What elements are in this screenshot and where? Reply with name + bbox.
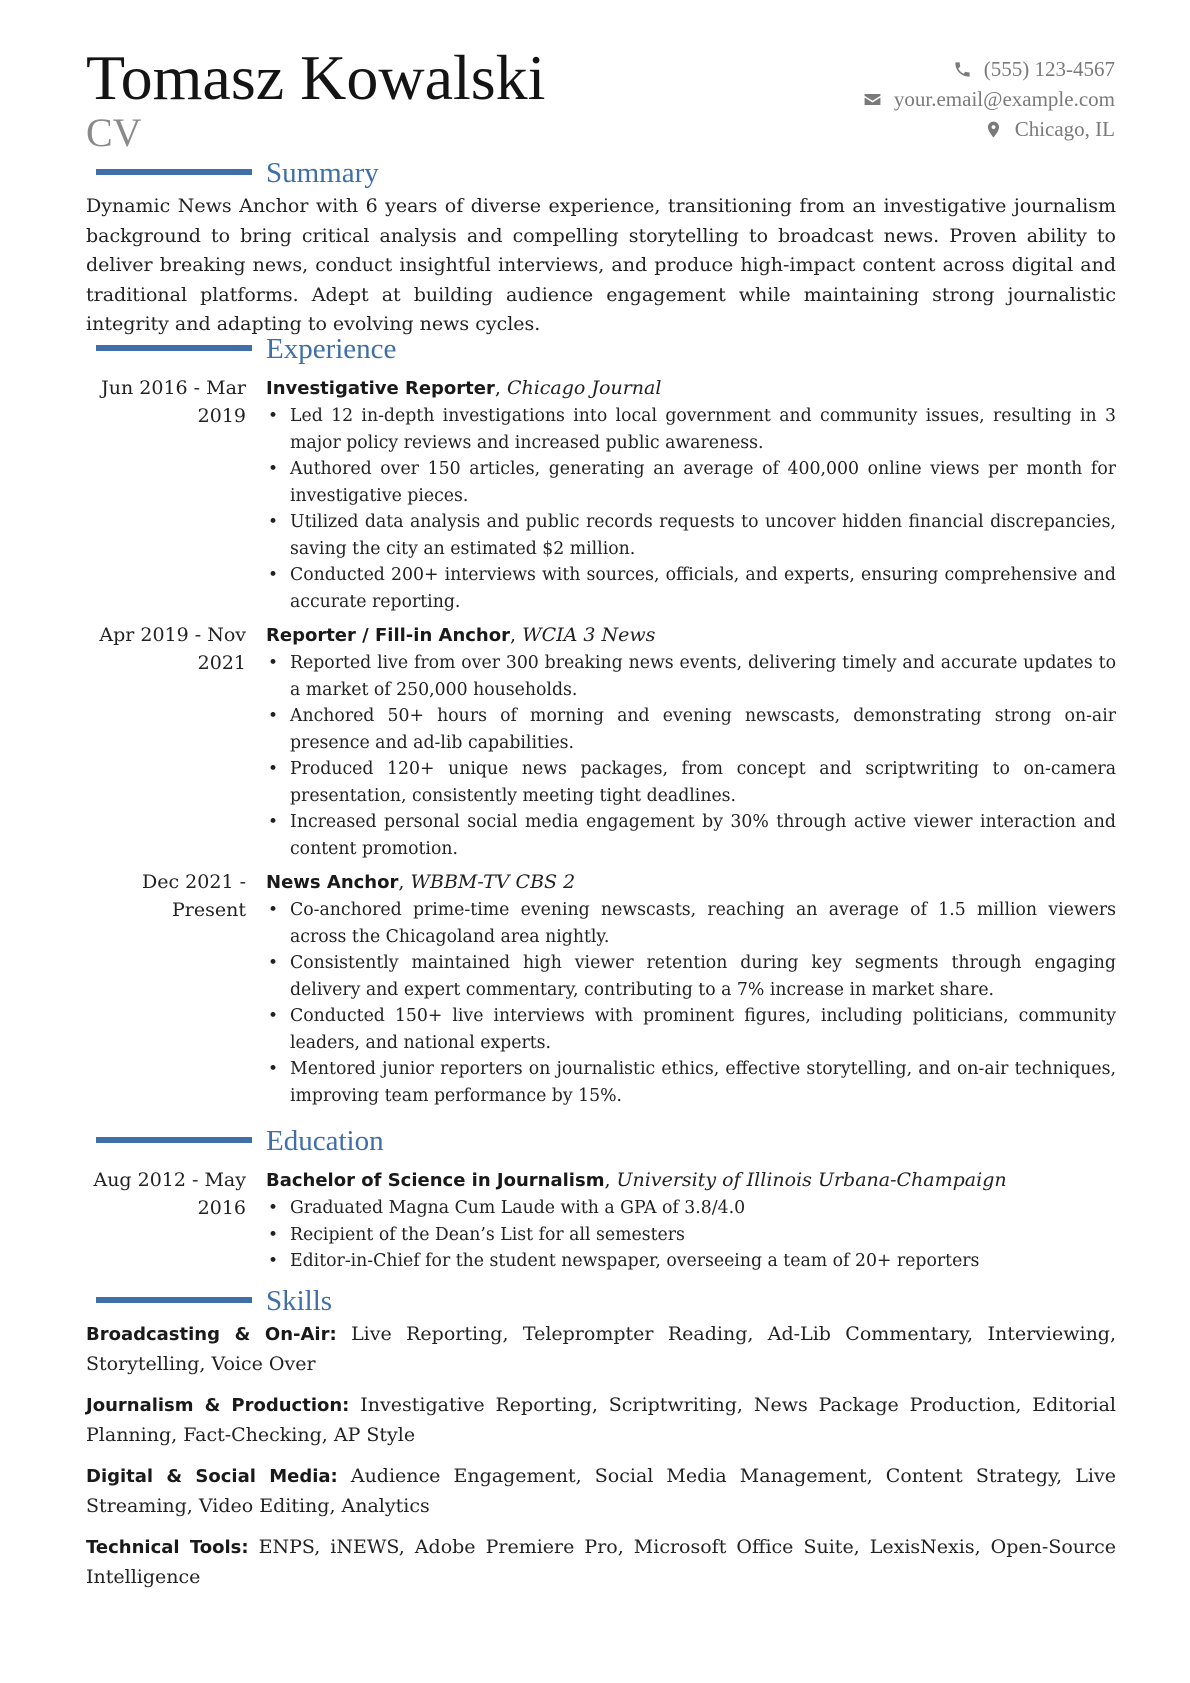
bullet-item: • Authored over 150 articles, generating an average of 400,000 online views per month for investigative pieces. [290,456,1116,509]
summary-heading [86,154,1116,192]
contact-block [695,54,1115,144]
entry-date: Aug 2012 - May 2016 [93,1169,246,1219]
candidate-name: Tomasz Kowalski [86,42,546,113]
education-entry [86,1166,1116,1275]
entry-organization: Chicago Journal [506,377,662,399]
experience-entry [86,868,1116,1109]
email-text[interactable]: your.email@example.com [893,87,1115,111]
skill-group [86,1320,1116,1379]
entry-bullets [266,403,1116,615]
entry-bullets [266,1195,1116,1275]
skill-group [86,1462,1116,1521]
entry-body [266,868,1116,1109]
bullet-item: • Conducted 150+ live interviews with prominent figures, including politicians, community leaders, and national experts. [290,1003,1116,1056]
bullet-item: • Graduated Magna Cum Laude with a GPA of 3.8/4.0 [290,1195,1116,1222]
location-text: Chicago, IL [1014,117,1115,141]
section-accent-bar [96,1297,252,1303]
entry-bullets [266,897,1116,1109]
skill-items: ENPS, iNEWS, Adobe Premiere Pro, Microsoft Office Suite, LexisNexis, Open-Source Intelligence [86,1536,1116,1588]
skill-items: Investigative Reporting, Scriptwriting, News Package Production, Editorial Planning, Fact-Checking, AP Style [86,1394,1116,1446]
education-title: Education [266,1125,384,1157]
entry-heading: News Anchor, WBBM-TV CBS 2 [266,871,576,893]
entry-heading: Investigative Reporter, Chicago Journal [266,377,662,399]
education-section [86,1122,1116,1275]
skill-items: Audience Engagement, Social Media Management, Content Strategy, Live Streaming, Video Editing, Analytics [86,1465,1116,1517]
experience-title: Experience [266,333,397,365]
entry-body [266,621,1116,862]
skill-items: Live Reporting, Teleprompter Reading, Ad-Lib Commentary, Interviewing, Storytelling, Voice Over [86,1323,1117,1375]
skill-category: Technical Tools: [86,1537,249,1558]
phone-icon [953,60,972,79]
summary-section [86,154,1116,340]
bullet-item: • Recipient of the Dean’s List for all semesters [290,1222,1116,1249]
contact-phone [695,54,1115,84]
bullet-item: • Utilized data analysis and public records requests to uncover hidden financial discrepancies, saving the city an estimated $2 million. [290,509,1116,562]
section-accent-bar [96,345,252,351]
skills-section [86,1282,1116,1604]
summary-title: Summary [266,157,379,189]
bullet-item: • Mentored junior reporters on journalistic ethics, effective storytelling, and on-air techniques, improving team performance by 15%. [290,1056,1116,1109]
entry-body [266,1166,1116,1275]
education-heading [86,1122,1116,1160]
skill-category: Digital & Social Media: [86,1466,338,1487]
experience-entry [86,621,1116,862]
bullet-item: • Led 12 in-depth investigations into local government and community issues, resulting in 3 major policy reviews and increased public awareness. [290,403,1116,456]
document-subtitle: CV [86,110,142,155]
section-accent-bar [96,1137,252,1143]
bullet-item: • Increased personal social media engagement by 30% through active viewer interaction and content promotion. [290,809,1116,862]
bullet-item: • Anchored 50+ hours of morning and evening newscasts, demonstrating strong on-air presence and ad-lib capabilities. [290,703,1116,756]
entry-date: Dec 2021 - Present [142,871,246,921]
map-marker-icon [984,120,1003,139]
skill-group [86,1533,1116,1592]
summary-text: Dynamic News Anchor with 6 years of diverse experience, transitioning from an investigative journalism background to bring critical analysis and compelling storytelling to broadcast news. Proven ability to deliver breaking news, conduct insightful interviews, and produce high-impact content across digital and traditional platforms. Adept at building audience engagement while maintaining strong journalistic integrity and adapting to evolving news cycles. [86,195,1116,335]
skill-category: Broadcasting & On-Air: [86,1324,337,1345]
entry-body [266,374,1116,615]
entry-role: Investigative Reporter [266,378,495,399]
skills-heading [86,1282,1116,1320]
skills-title: Skills [266,1285,333,1317]
envelope-icon [863,90,882,109]
bullet-item: • Produced 120+ unique news packages, from concept and scriptwriting to on-camera presentation, consistently meeting tight deadlines. [290,756,1116,809]
skill-group [86,1391,1116,1450]
entry-heading: Reporter / Fill-in Anchor, WCIA 3 News [266,624,656,646]
contact-location [695,114,1115,144]
degree-title: Bachelor of Science in Journalism [266,1170,605,1191]
entry-date: Jun 2016 - Mar 2019 [101,377,246,427]
skill-category: Journalism & Production: [86,1395,350,1416]
bullet-item: • Co-anchored prime-time evening newscasts, reaching an average of 1.5 million viewers across the Chicagoland area nightly. [290,897,1116,950]
bullet-item: • Editor-in-Chief for the student newspaper, overseeing a team of 20+ reporters [290,1248,1116,1275]
entry-role: News Anchor [266,872,399,893]
entry-heading: Bachelor of Science in Journalism, University of Illinois Urbana-Champaign [266,1169,1007,1191]
bullet-item: • Consistently maintained high viewer retention during key segments through engaging delivery and expert commentary, contributing to a 7% increase in market share. [290,950,1116,1003]
bullet-item: • Conducted 200+ interviews with sources, officials, and experts, ensuring comprehensive and accurate reporting. [290,562,1116,615]
section-accent-bar [96,169,252,175]
contact-email [695,84,1115,114]
entry-organization: WBBM-TV CBS 2 [410,871,576,893]
entry-bullets [266,650,1116,862]
institution-name: University of Illinois Urbana-Champaign [616,1169,1007,1191]
entry-organization: WCIA 3 News [522,624,656,646]
bullet-item: • Reported live from over 300 breaking news events, delivering timely and accurate updates to a market of 250,000 households. [290,650,1116,703]
experience-entry [86,374,1116,615]
experience-section [86,330,1116,1109]
entry-date: Apr 2019 - Nov 2021 [99,624,246,674]
entry-role: Reporter / Fill-in Anchor [266,625,510,646]
phone-text: (555) 123-4567 [983,57,1115,81]
experience-heading [86,330,1116,368]
